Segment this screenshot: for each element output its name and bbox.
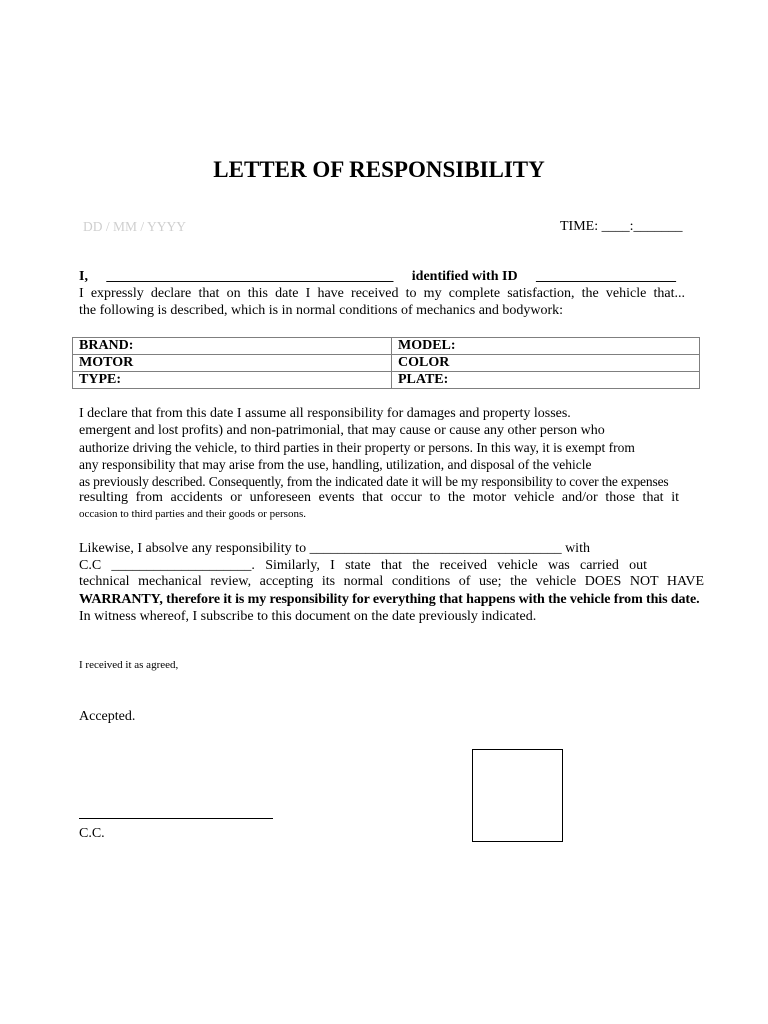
intro-line-2: I expressly declare that on this date I have received to my complete satisfaction, the vehicle that...: [79, 286, 685, 301]
plate-cell: PLATE:: [392, 372, 700, 389]
declaration-line: authorize driving the vehicle, to third parties in their property or persons. In this way, it is exempt from: [79, 440, 635, 455]
declaration-line: resulting from accidents or unforeseen events that occur to the motor vehicle and/or those that it: [79, 490, 679, 505]
identity-line: [79, 269, 676, 285]
document-title: LETTER OF RESPONSIBILITY: [213, 157, 545, 182]
table-row: [73, 338, 700, 355]
date-placeholder[interactable]: DD / MM / YYYY: [83, 219, 187, 234]
absolve-line: In witness whereof, I subscribe to this document on the date previously indicated.: [79, 609, 537, 624]
fingerprint-box: [472, 749, 563, 842]
id-blank[interactable]: ____________________: [535, 269, 676, 284]
declaration-line: any responsibility that may arise from the use, handling, utilization, and disposal of the vehicle: [79, 457, 592, 472]
signature-line[interactable]: [79, 818, 273, 819]
identified-label: identified with ID: [411, 269, 518, 284]
motor-cell: MOTOR: [73, 355, 392, 372]
name-blank[interactable]: _________________________________________: [106, 269, 394, 284]
vehicle-table: [72, 337, 700, 389]
model-cell: MODEL:: [392, 338, 700, 355]
color-cell: COLOR: [392, 355, 700, 372]
declaration-line: emergent and lost profits) and non-patrimonial, that may cause or cause any other person who: [79, 423, 605, 438]
absolve-line: C.C ____________________. Similarly, I state that the received vehicle was carried out: [79, 558, 647, 573]
absolve-line: Likewise, I absolve any responsibility to ____________________________________ with: [79, 541, 590, 556]
time-field[interactable]: TIME: ____:_______: [560, 219, 683, 234]
declaration-line: I declare that from this date I assume all responsibility for damages and property losses.: [79, 406, 571, 421]
cc-label: C.C.: [79, 826, 105, 841]
identity-prefix: I,: [79, 269, 88, 284]
received-note: I received it as agreed,: [79, 659, 179, 671]
table-row: [73, 372, 700, 389]
absolve-line: technical mechanical review, accepting its normal conditions of use; the vehicle DOES NOT HAVE: [79, 574, 704, 589]
intro-line-3: the following is described, which is in normal conditions of mechanics and bodywork:: [79, 303, 564, 318]
type-cell: TYPE:: [73, 372, 392, 389]
warranty-line: WARRANTY, therefore it is my responsibility for everything that happens with the vehicle from this date.: [79, 592, 700, 607]
declaration-line: as previously described. Consequently, from the indicated date it will be my responsibility to cover the expenses: [79, 474, 669, 489]
accepted-label: Accepted.: [79, 709, 136, 724]
table-row: [73, 355, 700, 372]
declaration-line: occasion to third parties and their goods or persons.: [79, 508, 306, 520]
brand-cell: BRAND:: [73, 338, 392, 355]
